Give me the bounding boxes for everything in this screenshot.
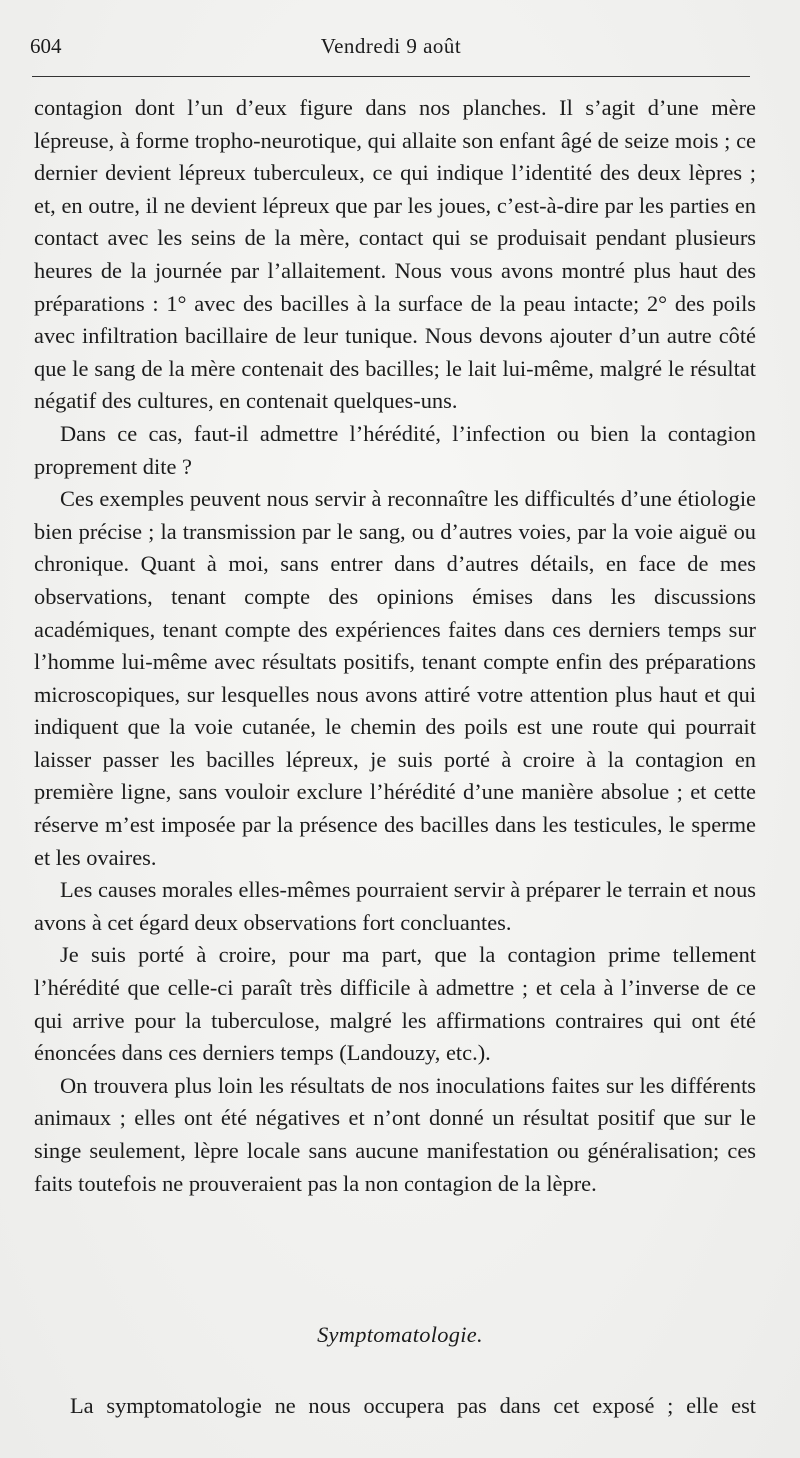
paragraph: Ces exemples peuvent nous servir à reconnaître les difficultés d’une étiologie bien précise ; la transmission par le sang, ou d’autres voies, par la voie aiguë ou chronique. Quant à moi, sans entrer dans d’autres détails, en face de mes observations, tenant compte des opinions émises dans les discussions académiques, tenant compte des expériences faites dans ces derniers temps sur l’homme lui-même avec résultats positifs, tenant compte enfin des préparations microscopiques, sur lesquelles nous avons attiré votre attention plus haut et qui indiquent que la voie cutanée, le chemin des poils est une route qui pourrait laisser passer les bacilles lépreux, je suis porté à croire à la contagion en première ligne, sans vouloir exclure l’hérédité d’une manière absolue ; et cette réserve m’est imposée par la présence des bacilles dans les testicules, le sperme et les ovaires. [34,486,756,870]
section-heading: Symptomatologie. [317,1322,483,1347]
paragraph-continuing: La symptomatologie ne nous occupera pas dans cet exposé ; elle est [70,1393,756,1418]
page-number: 604 [30,34,62,58]
page-header [30,34,752,64]
paragraph: Dans ce cas, faut-il admettre l’hérédité, l’infection ou bien la contagion proprement dite ? [34,420,756,479]
paragraph: Les causes morales elles-mêmes pourraient servir à préparer le terrain et nous avons à cet égard deux observations fort concluantes. [34,877,756,935]
paragraph: Je suis porté à croire, pour ma part, que la contagion prime tellement l’hérédité que celle-ci paraît très difficile à admettre ; et cela à l’inverse de ce qui arrive pour la tuberculose, malgré les affirmations contraires qui ont été énoncées dans ces derniers temps (Landouzy, etc.). [34,942,756,1066]
header-rule [32,76,750,77]
paragraph: On trouvera plus loin les résultats de nos inoculations faites sur les différents animaux ; elles ont été négatives et n’ont donné un résultat positif que sur le singe seulement, lèpre locale sans aucune manifestation ou généralisation; ces faits toutefois ne prouveraient pas la non contagion de la lèpre. [34,1072,756,1196]
paragraph: contagion dont l’un d’eux figure dans nos planches. Il s’agit d’une mère lépreuse, à forme tropho-neurotique, qui allaite son enfant âgé de seize mois ; ce dernier devient lépreux tuberculeux, ce qui indique l’identité des deux lèpres ; et, en outre, il ne devient lépreux que par les joues, c’est-à-dire par les parties en contact avec les seins de la mère, contact qui se produisait pendant plusieurs heures de la journée par l’allaitement. Nous vous avons montré plus haut des préparations : 1° avec des bacilles à la surface de la peau intacte; 2° des poils avec infiltration bacillaire de leur tunique. Nous devons ajouter d’un autre côté que le sang de la mère contenait des bacilles; le lait lui-même, malgré le résultat négatif des cultures, en contenait quelques-uns. [34,95,756,414]
body-text [34,92,756,1200]
running-title: Vendredi 9 août [320,34,462,58]
